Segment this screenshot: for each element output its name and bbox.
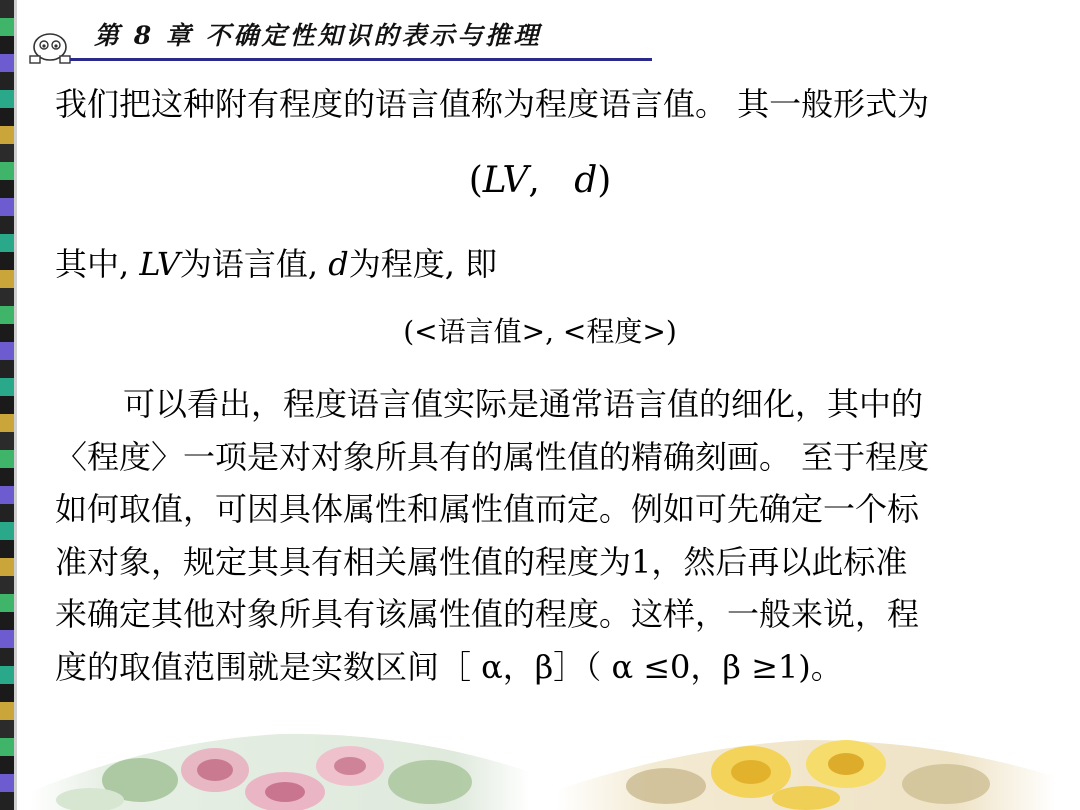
where-suffix: 为程度, 即: [348, 245, 498, 283]
header-rule: [70, 58, 652, 61]
tuple-formula: (<语言值>, <程度>): [403, 315, 677, 348]
left-strip-edge: [14, 0, 17, 810]
paragraph-line: 如何取值，可因具体属性和属性值而定。例如可先确定一个标: [55, 490, 920, 528]
mascot-icon: [28, 30, 72, 64]
formula-close: ): [597, 160, 612, 201]
paragraph-line: 来确定其他对象所具有该属性值的程度。这样，一般来说，程: [55, 595, 920, 633]
where-d: d: [328, 245, 349, 283]
formula-sep: ,: [528, 160, 575, 201]
definition-text: [55, 238, 497, 290]
formula-d: d: [574, 160, 598, 201]
chapter-title: 第 8 章 不确定性知识的表示与推理: [94, 21, 542, 50]
paragraph-line: 可以看出，程度语言值实际是通常语言值的细化，其中的: [123, 385, 924, 423]
left-decorative-strip: [0, 0, 14, 810]
where-lv: LV: [139, 245, 180, 283]
yellow-roses-image: [556, 722, 1056, 810]
explanation-paragraph: [55, 378, 1045, 693]
paragraph-line: 准对象，规定其具有相关属性值的程度为1，然后再以此标准: [55, 542, 908, 581]
intro-text: 我们把这种附有程度的语言值称为程度语言值。 其一般形式为: [55, 85, 930, 123]
paragraph-line: 度的取值范围就是实数区间［ α，β］（ α ≤0，β ≥1)。: [55, 647, 843, 686]
roses-image: [30, 722, 530, 810]
formula-lv: LV: [482, 160, 529, 201]
paragraph-line: 〈程度〉一项是对对象所具有的属性值的精确刻画。 至于程度: [55, 437, 930, 476]
slide-header: [22, 6, 642, 62]
formula: [0, 160, 1080, 201]
where-mid: 为语言值,: [179, 245, 329, 283]
where-prefix: 其中,: [55, 245, 140, 283]
formula-open: (: [468, 160, 483, 201]
